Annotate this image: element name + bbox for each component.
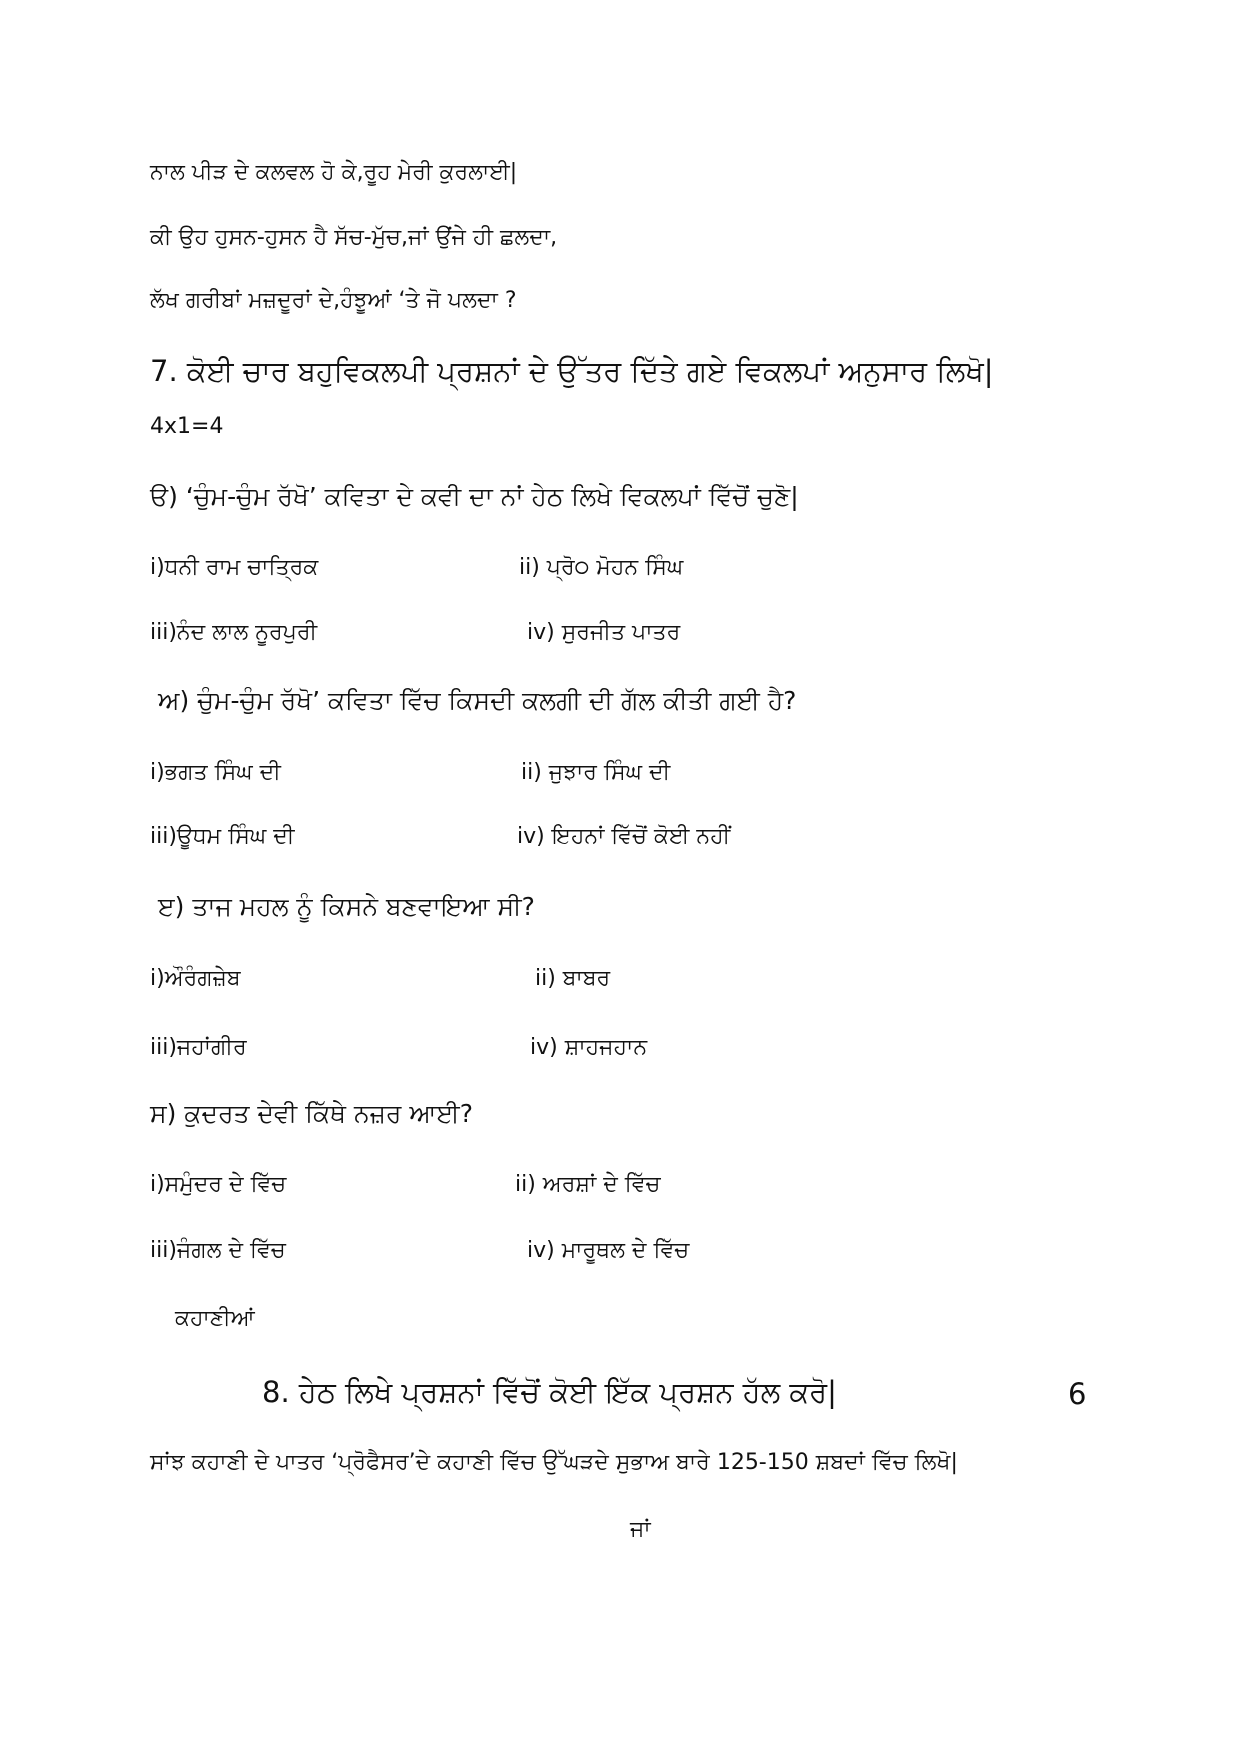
mcq-option: iii)ਜਹਾਂਗੀਰ — [150, 1035, 247, 1060]
mcq-option: iii)ਊਧਮ ਸਿੰਘ ਦੀ — [150, 824, 295, 849]
mcq-option: ii) ਪ੍ਰੋ੦ ਮੋਹਨ ਸਿੰਘ — [519, 555, 684, 580]
question-7-marks: 4x1=4 — [150, 414, 224, 439]
mcq-option: ii) ਜੁਝਾਰ ਸਿੰਘ ਦੀ — [521, 760, 671, 785]
mcq-option: i)ਔਰੰਗਜ਼ੇਬ — [150, 966, 241, 991]
question-8-text: ਸਾਂਝ ਕਹਾਣੀ ਦੇ ਪਾਤਰ ‘ਪ੍ਰੋਫੈਸਰ’ਦੇ ਕਹਾਣੀ ਵਿੱਚ ਉੱਘੜਦੇ ਸੁਭਾਅ ਬਾਰੇ 125-150 ਸ਼ਬਦਾਂ ਵਿੱਚ ਲਿਖੋ| — [150, 1450, 958, 1475]
mcq-option: iv) ਇਹਨਾਂ ਵਿੱਚੋਂ ਕੋਈ ਨਹੀਂ — [517, 824, 731, 849]
poem-line: ਲੱਖ ਗਰੀਬਾਂ ਮਜ਼ਦੂਰਾਂ ਦੇ,ਹੰਝੂਆਂ ‘ਤੇ ਜੋ ਪਲਦਾ ? — [150, 288, 517, 313]
or-separator: ਜਾਂ — [630, 1517, 651, 1542]
mcq-option: iv) ਸੁਰਜੀਤ ਪਾਤਰ — [527, 620, 681, 645]
poem-line: ਕੀ ਉਹ ਹੁਸਨ-ਹੁਸਨ ਹੈ ਸੱਚ-ਮੁੱਚ,ਜਾਂ ਉਂਜੇ ਹੀ ਛਲਦਾ, — [150, 225, 558, 250]
mcq-option: iv) ਮਾਰੂਥਲ ਦੇ ਵਿੱਚ — [527, 1238, 690, 1263]
mcq-question: ਅ) ਚੁੰਮ-ਚੁੰਮ ਰੱਖੋ’ ਕਵਿਤਾ ਵਿੱਚ ਕਿਸਦੀ ਕਲਗੀ ਦੀ ਗੱਲ ਕੀਤੀ ਗਈ ਹੈ? — [158, 686, 797, 715]
question-8-title: 8. ਹੇਠ ਲਿਖੇ ਪ੍ਰਸ਼ਨਾਂ ਵਿੱਚੋਂ ਕੋਈ ਇੱਕ ਪ੍ਰਸ਼ਨ ਹੱਲ ਕਰੋ| — [262, 1375, 837, 1409]
mcq-option: ii) ਬਾਬਰ — [535, 966, 611, 991]
mcq-option: i)ਧਨੀ ਰਾਮ ਚਾਤ੍ਰਿਕ — [150, 555, 319, 580]
mcq-question: ਸ) ਕੁਦਰਤ ਦੇਵੀ ਕਿੱਥੇ ਨਜ਼ਰ ਆਈ? — [150, 1099, 474, 1128]
section-heading: ਕਹਾਣੀਆਂ — [175, 1306, 255, 1331]
question-8-marks: 6 — [1068, 1377, 1087, 1411]
mcq-option: iii)ਜੰਗਲ ਦੇ ਵਿੱਚ — [150, 1238, 286, 1263]
mcq-option: ii) ਅਰਸ਼ਾਂ ਦੇ ਵਿੱਚ — [515, 1172, 661, 1197]
mcq-option: i)ਸਮੁੰਦਰ ਦੇ ਵਿੱਚ — [150, 1172, 287, 1197]
question-7-title: 7. ਕੋਈ ਚਾਰ ਬਹੁਵਿਕਲਪੀ ਪ੍ਰਸ਼ਨਾਂ ਦੇ ਉੱਤਰ ਦਿੱਤੇ ਗਏ ਵਿਕਲਪਾਂ ਅਨੁਸਾਰ ਲਿਖੋ| — [150, 354, 994, 388]
mcq-option: iv) ਸ਼ਾਹਜਹਾਨ — [530, 1035, 648, 1060]
mcq-question: ੲ) ਤਾਜ ਮਹਲ ਨੂੰ ਕਿਸਨੇ ਬਣਵਾਇਆ ਸੀ? — [158, 892, 535, 921]
mcq-option: i)ਭਗਤ ਸਿੰਘ ਦੀ — [150, 760, 281, 785]
mcq-option: iii)ਨੰਦ ਲਾਲ ਨੂਰਪੁਰੀ — [150, 620, 318, 645]
poem-line: ਨਾਲ ਪੀੜ ਦੇ ਕਲਵਲ ਹੋ ਕੇ,ਰੂਹ ਮੇਰੀ ਕੁਰਲਾਈ| — [150, 160, 518, 185]
mcq-question: ੳ) ‘ਚੁੰਮ-ਚੁੰਮ ਰੱਖੋ’ ਕਵਿਤਾ ਦੇ ਕਵੀ ਦਾ ਨਾਂ ਹੇਠ ਲਿਖੇ ਵਿਕਲਪਾਂ ਵਿੱਚੋਂ ਚੁਣੋ| — [150, 482, 799, 511]
